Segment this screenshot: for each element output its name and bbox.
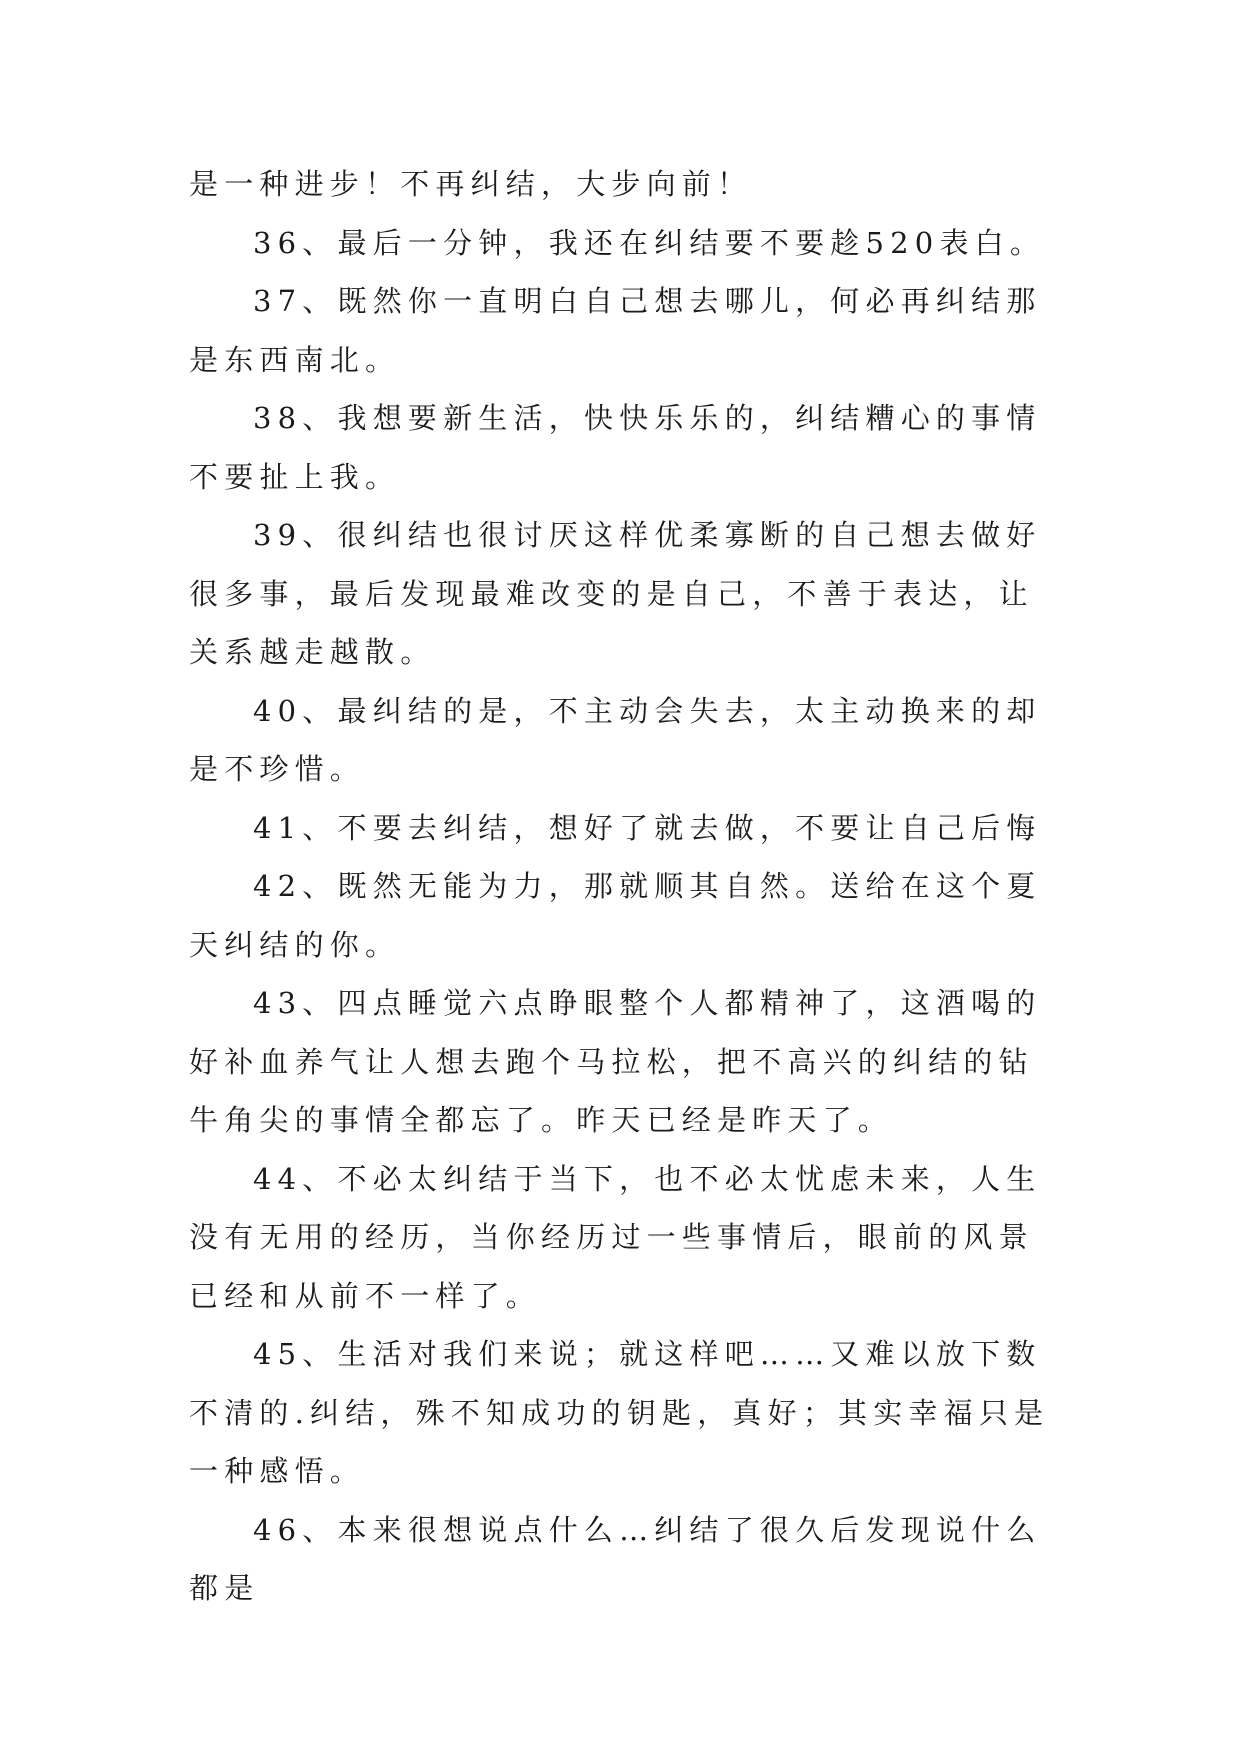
paragraph-39: 39、很纠结也很讨厌这样优柔寡断的自己想去做好很多事，最后发现最难改变的是自己，不善于表达，让关系越走越散。 bbox=[189, 518, 1042, 669]
paragraph-45: 45、生活对我们来说；就这样吧……又难以放下数不清的.纠结，殊不知成功的钥匙，真好；其实幸福只是一种感悟。 bbox=[189, 1337, 1050, 1488]
paragraph-continuation: 是一种进步！不再纠结，大步向前！ bbox=[189, 167, 753, 201]
paragraph-38: 38、我想要新生活，快快乐乐的，纠结糟心的事情不要扯上我。 bbox=[189, 401, 1042, 494]
paragraph-41: 41、不要去纠结，想好了就去做，不要让自己后悔 bbox=[253, 810, 1042, 845]
document-body bbox=[189, 155, 1055, 1618]
paragraph-37: 37、既然你一直明白自己想去哪儿，何必再纠结那是东西南北。 bbox=[189, 284, 1042, 377]
paragraph-44: 44、不必太纠结于当下，也不必太忧虑未来，人生没有无用的经历，当你经历过一些事情后，眼前的风景已经和从前不一样了。 bbox=[189, 1161, 1042, 1313]
paragraph-46: 46、本来很想说点什么…纠结了很久后发现说什么都是 bbox=[189, 1512, 1042, 1605]
paragraph-36: 36、最后一分钟，我还在纠结要不要趁520表白。 bbox=[253, 225, 1046, 260]
paragraph-40: 40、最纠结的是，不主动会失去，太主动换来的却是不珍惜。 bbox=[189, 693, 1042, 786]
paragraph-42: 42、既然无能为力，那就顺其自然。送给在这个夏天纠结的你。 bbox=[189, 869, 1042, 962]
paragraph-43: 43、四点睡觉六点睁眼整个人都精神了，这酒喝的好补血养气让人想去跑个马拉松，把不高兴的纠结的钻牛角尖的事情全都忘了。昨天已经是昨天了。 bbox=[189, 986, 1042, 1137]
